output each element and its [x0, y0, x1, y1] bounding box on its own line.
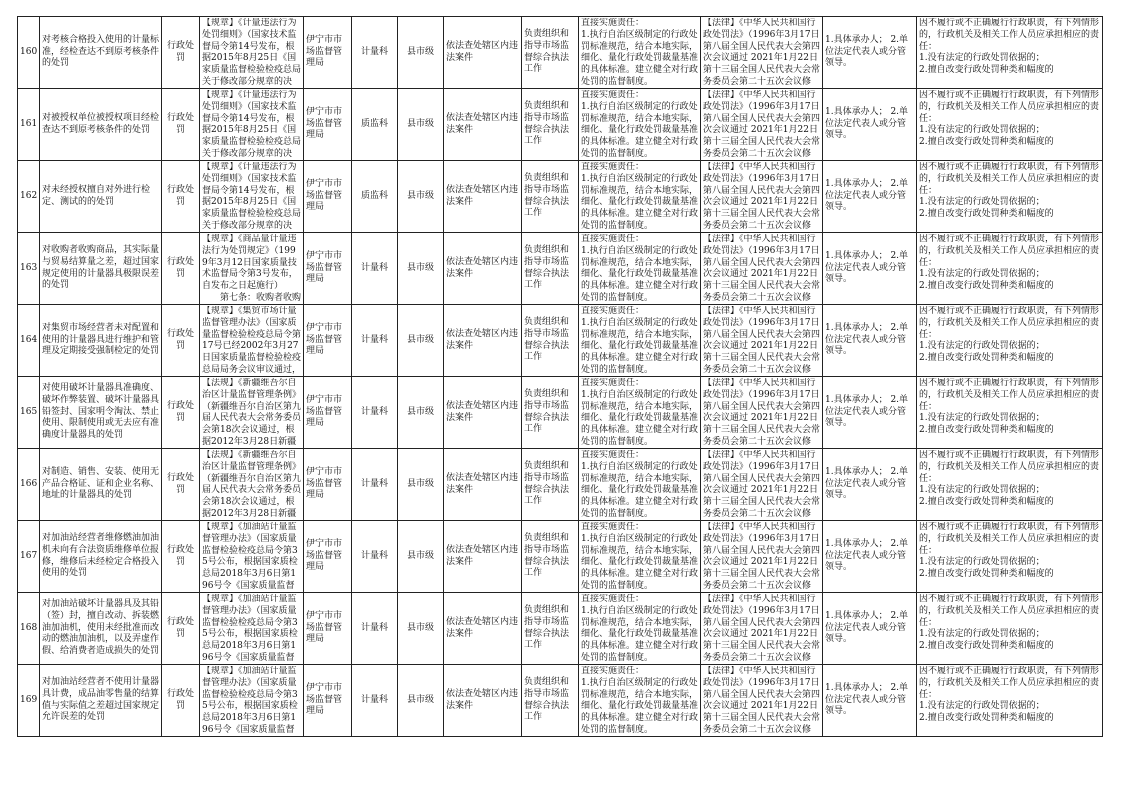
department-duty: 负责组织和指导市场监督综合执法工作	[524, 532, 570, 579]
implementation-content-cell	[444, 521, 522, 593]
department-duty: 负责组织和指导市场监督综合执法工作	[524, 460, 570, 507]
department-duty-cell	[522, 17, 579, 89]
responsibility-basis-cell	[701, 89, 823, 161]
row-number-cell	[18, 161, 40, 233]
item-type-cell	[162, 161, 200, 233]
row-number-cell	[18, 17, 40, 89]
responsible-office-cell	[352, 521, 398, 593]
item-type-cell	[162, 593, 200, 665]
exercise-level: 县市级	[406, 46, 434, 57]
exercise-level: 县市级	[406, 622, 434, 633]
legal-basis-cell	[200, 377, 304, 449]
responsibility-basis: 【法律】《中华人民共和国行政处罚法》（1996年3月17日第八届全国人民代表大会第四次会议通过 2021年1月22日第十三届全国人民代表大会常务委员会第二十五次会议修	[703, 666, 820, 735]
table-row	[18, 161, 1103, 233]
implementing-department-cell	[304, 17, 352, 89]
implementation-content-cell	[444, 233, 522, 305]
responsibility-content-cell	[579, 89, 701, 161]
responsible-subject: 1.具体承办人； 2.单位法定代表人或分管领导。	[825, 466, 909, 501]
responsibility-basis-cell	[701, 17, 823, 89]
responsible-subject: 1.具体承办人； 2.单位法定代表人或分管领导。	[825, 106, 909, 141]
row-number-cell	[18, 89, 40, 161]
accountability-terms: 因不履行或不正确履行行政职责，有下列情形的，行政机关及相关工作人员应承担相应的责任： 1.没有法定的行政处罚依据的； 2.擅自改变行政处罚种类和幅度的	[919, 450, 1100, 508]
exercise-level: 县市级	[406, 262, 434, 273]
department-duty-cell	[522, 305, 579, 377]
responsibility-basis-cell	[701, 377, 823, 449]
exercise-level-cell	[398, 521, 444, 593]
responsible-subject: 1.具体承办人； 2.单位法定代表人或分管领导。	[825, 178, 909, 213]
implementing-department: 伊宁市市场监督管理局	[306, 322, 343, 357]
responsibility-basis: 【法律】《中华人民共和国行政处罚法》（1996年3月17日第八届全国人民代表大会第四次会议通过 2021年1月22日第十三届全国人民代表大会常务委员会第二十五次会议修	[703, 450, 820, 519]
responsibility-basis: 【法律】《中华人民共和国行政处罚法》（1996年3月17日第八届全国人民代表大会第四次会议通过 2021年1月22日第十三届全国人民代表大会常务委员会第二十五次会议修	[703, 378, 820, 447]
item-type-cell	[162, 449, 200, 521]
table-row	[18, 17, 1103, 89]
exercise-level: 县市级	[406, 406, 434, 417]
item-name-cell	[40, 305, 162, 377]
responsible-office-cell	[352, 161, 398, 233]
accountability-terms: 因不履行或不正确履行行政职责，有下列情形的，行政机关及相关工作人员应承担相应的责任： 1.没有法定的行政处罚依据的； 2.擅自改变行政处罚种类和幅度的	[919, 162, 1100, 220]
legal-basis: 【规章】《商品量计量违法行为处罚规定》（1999年3月12日国家质量技术监督局令第3号发布，自发布之日起施行） 第七条：收购者收购	[202, 234, 301, 303]
item-type: 行政处罚	[166, 112, 194, 135]
legal-basis-cell	[200, 593, 304, 665]
department-duty: 负责组织和指导市场监督综合执法工作	[524, 100, 570, 147]
exercise-level: 县市级	[406, 694, 434, 705]
implementation-content: 依法查处辖区内违法案件	[446, 328, 519, 351]
department-duty: 负责组织和指导市场监督综合执法工作	[524, 676, 570, 723]
implementation-content-cell	[444, 89, 522, 161]
implementation-content-cell	[444, 161, 522, 233]
responsibility-basis-cell	[701, 665, 823, 737]
responsible-office: 计量科	[360, 694, 388, 705]
implementation-content-cell	[444, 449, 522, 521]
item-name: 对加油站经营者不使用计量器具计费，成品油零售量的结算值与实际值之差超过国家规定允许误差的处罚	[42, 676, 160, 723]
row-number-cell	[18, 521, 40, 593]
item-type: 行政处罚	[166, 328, 194, 351]
responsible-office: 计量科	[360, 622, 388, 633]
responsible-office-cell	[352, 377, 398, 449]
table-row	[18, 521, 1103, 593]
responsibility-basis: 【法律】《中华人民共和国行政处罚法》（1996年3月17日第八届全国人民代表大会第四次会议通过 2021年1月22日第十三届全国人民代表大会常务委员会第二十五次会议修	[703, 162, 820, 231]
implementation-content: 依法查处辖区内违法案件	[446, 688, 519, 711]
responsible-subject: 1.具体承办人； 2.单位法定代表人或分管领导。	[825, 538, 909, 573]
department-duty-cell	[522, 521, 579, 593]
implementation-content: 依法查处辖区内违法案件	[446, 616, 519, 639]
accountability-terms: 因不履行或不正确履行行政职责，有下列情形的，行政机关及相关工作人员应承担相应的责任： 1.没有法定的行政处罚依据的； 2.擅自改变行政处罚种类和幅度的	[919, 306, 1100, 364]
item-type: 行政处罚	[166, 40, 194, 63]
legal-basis-cell	[200, 233, 304, 305]
responsibility-content-cell	[579, 161, 701, 233]
exercise-level-cell	[398, 665, 444, 737]
exercise-level: 县市级	[406, 334, 434, 345]
implementing-department: 伊宁市市场监督管理局	[306, 682, 343, 717]
responsible-office-cell	[352, 233, 398, 305]
item-name-cell	[40, 161, 162, 233]
accountability-terms-cell	[917, 161, 1103, 233]
responsibility-content-cell	[579, 449, 701, 521]
accountability-terms: 因不履行或不正确履行行政职责，有下列情形的，行政机关及相关工作人员应承担相应的责任： 1.没有法定的行政处罚依据的； 2.擅自改变行政处罚种类和幅度的	[919, 522, 1100, 580]
item-type: 行政处罚	[166, 688, 194, 711]
responsible-office-cell	[352, 593, 398, 665]
responsibility-basis-cell	[701, 233, 823, 305]
responsibility-content: 直接实施责任： 1.执行自治区级制定的行政处罚标准规范，结合本地实际，细化、量化行政处罚裁量基准的具体标准。建立健全对行政处罚的监督制度。	[581, 306, 698, 375]
accountability-terms-cell	[917, 377, 1103, 449]
item-name: 对制造、销售、安装、使用无产品合格证、证和企业名称、地址的计量器具的处罚	[42, 466, 160, 501]
department-duty-cell	[522, 89, 579, 161]
accountability-terms: 因不履行或不正确履行行政职责，有下列情形的，行政机关及相关工作人员应承担相应的责任： 1.没有法定的行政处罚依据的； 2.擅自改变行政处罚种类和幅度的	[919, 90, 1100, 148]
responsible-office-cell	[352, 665, 398, 737]
responsibility-basis-cell	[701, 521, 823, 593]
item-name-cell	[40, 665, 162, 737]
implementation-content-cell	[444, 17, 522, 89]
responsibility-basis: 【法律】《中华人民共和国行政处罚法》（1996年3月17日第八届全国人民代表大会第四次会议通过 2021年1月22日第十三届全国人民代表大会常务委员会第二十五次会议修	[703, 90, 820, 159]
responsible-office: 质监科	[360, 118, 388, 129]
item-name: 对使用破坏计量器具准确度、破坏作弊装置、破坏计量器具铅签封、国家明令淘汰、禁止使用、限制使用或无去应有准确度计量器具的处罚	[42, 383, 160, 441]
exercise-level: 县市级	[406, 190, 434, 201]
responsible-subject-cell	[823, 89, 917, 161]
implementing-department-cell	[304, 305, 352, 377]
legal-basis-cell	[200, 449, 304, 521]
responsibility-basis-cell	[701, 449, 823, 521]
item-type: 行政处罚	[166, 616, 194, 639]
table-row	[18, 233, 1103, 305]
responsible-subject: 1.具体承办人； 2.单位法定代表人或分管领导。	[825, 34, 909, 69]
item-type-cell	[162, 233, 200, 305]
accountability-terms-cell	[917, 305, 1103, 377]
implementing-department: 伊宁市市场监督管理局	[306, 250, 343, 285]
power-list-table	[17, 16, 1103, 737]
table-row	[18, 665, 1103, 737]
implementing-department-cell	[304, 89, 352, 161]
exercise-level: 县市级	[406, 118, 434, 129]
exercise-level-cell	[398, 305, 444, 377]
table-row	[18, 377, 1103, 449]
item-name-cell	[40, 233, 162, 305]
accountability-terms: 因不履行或不正确履行行政职责，有下列情形的，行政机关及相关工作人员应承担相应的责任： 1.没有法定的行政处罚依据的； 2.擅自改变行政处罚种类和幅度的	[919, 378, 1100, 436]
item-name-cell	[40, 377, 162, 449]
row-number-cell	[18, 233, 40, 305]
responsible-subject-cell	[823, 377, 917, 449]
item-type: 行政处罚	[166, 184, 194, 207]
implementing-department-cell	[304, 233, 352, 305]
table-row	[18, 593, 1103, 665]
item-name: 对未经授权擅自对外进行检定、测试的的处罚	[42, 184, 151, 207]
exercise-level-cell	[398, 17, 444, 89]
legal-basis: 【法规】《新疆维吾尔自治区计量监督管理条例》（新疆维吾尔自治区第九届人民代表大会常务委员会第18次会议通过，根据2012年3月28日新疆	[202, 450, 301, 519]
department-duty: 负责组织和指导市场监督综合执法工作	[524, 316, 570, 363]
responsible-office: 计量科	[360, 262, 388, 273]
table-row	[18, 449, 1103, 521]
department-duty-cell	[522, 593, 579, 665]
responsible-office: 计量科	[360, 406, 388, 417]
responsibility-basis: 【法律】《中华人民共和国行政处罚法》（1996年3月17日第八届全国人民代表大会第四次会议通过 2021年1月22日第十三届全国人民代表大会常务委员会第二十五次会议修	[703, 306, 820, 375]
department-duty-cell	[522, 449, 579, 521]
responsible-subject-cell	[823, 17, 917, 89]
responsibility-basis: 【法律】《中华人民共和国行政处罚法》（1996年3月17日第八届全国人民代表大会第四次会议通过 2021年1月22日第十三届全国人民代表大会常务委员会第二十五次会议修	[703, 234, 820, 303]
implementing-department-cell	[304, 593, 352, 665]
implementation-content-cell	[444, 305, 522, 377]
item-name-cell	[40, 521, 162, 593]
implementing-department-cell	[304, 521, 352, 593]
item-name: 对被授权单位被授权项目经检查达不到原考核条件的处罚	[42, 112, 160, 135]
accountability-terms-cell	[917, 665, 1103, 737]
item-type-cell	[162, 17, 200, 89]
responsibility-content-cell	[579, 377, 701, 449]
accountability-terms-cell	[917, 17, 1103, 89]
department-duty-cell	[522, 665, 579, 737]
accountability-terms-cell	[917, 449, 1103, 521]
legal-basis: 【规章】《计量违法行为处罚细则》（国家技术监督局令第14号发布，根据2015年8月25日《国家质量监督检验检疫总局关于修改部分规章的决	[202, 90, 301, 159]
responsible-office-cell	[352, 89, 398, 161]
accountability-terms: 因不履行或不正确履行行政职责，有下列情形的，行政机关及相关工作人员应承担相应的责任： 1.没有法定的行政处罚依据的； 2.擅自改变行政处罚种类和幅度的	[919, 594, 1100, 652]
responsible-subject-cell	[823, 305, 917, 377]
responsible-subject: 1.具体承办人； 2.单位法定代表人或分管领导。	[825, 250, 909, 285]
department-duty: 负责组织和指导市场监督综合执法工作	[524, 604, 570, 651]
item-name: 对加油站破坏计量器具及其铅（签）封，擅自改动、拆装燃油加油机，使用未经批准而改动的燃油加油机，以及弄虚作假、给消费者造成损失的处罚	[42, 599, 160, 657]
legal-basis-cell	[200, 665, 304, 737]
department-duty-cell	[522, 161, 579, 233]
responsibility-content-cell	[579, 233, 701, 305]
item-name-cell	[40, 593, 162, 665]
implementation-content: 依法查处辖区内违法案件	[446, 40, 519, 63]
row-number: 166	[20, 478, 38, 489]
row-number: 160	[20, 46, 38, 57]
implementing-department: 伊宁市市场监督管理局	[306, 610, 343, 645]
responsibility-basis: 【法律】《中华人民共和国行政处罚法》（1996年3月17日第八届全国人民代表大会第四次会议通过 2021年1月22日第十三届全国人民代表大会常务委员会第二十五次会议修	[703, 594, 820, 663]
implementation-content: 依法查处辖区内违法案件	[446, 184, 519, 207]
item-name: 对考核合格投入使用的计量标准，经检查达不到原考核条件的处罚	[42, 34, 160, 69]
row-number: 169	[20, 694, 38, 705]
implementation-content-cell	[444, 377, 522, 449]
responsible-subject: 1.具体承办人； 2.单位法定代表人或分管领导。	[825, 610, 909, 645]
exercise-level-cell	[398, 377, 444, 449]
exercise-level-cell	[398, 593, 444, 665]
responsibility-content: 直接实施责任： 1.执行自治区级制定的行政处罚标准规范，结合本地实际，细化、量化行政处罚裁量基准的具体标准。建立健全对行政处罚的监督制度。	[581, 90, 698, 159]
item-type-cell	[162, 89, 200, 161]
row-number-cell	[18, 665, 40, 737]
item-type: 行政处罚	[166, 544, 194, 567]
implementation-content: 依法查处辖区内违法案件	[446, 112, 519, 135]
implementing-department-cell	[304, 449, 352, 521]
row-number: 165	[20, 406, 38, 417]
implementing-department: 伊宁市市场监督管理局	[306, 394, 343, 429]
responsibility-basis-cell	[701, 161, 823, 233]
item-type-cell	[162, 521, 200, 593]
implementing-department-cell	[304, 377, 352, 449]
item-name-cell	[40, 89, 162, 161]
row-number: 168	[20, 622, 38, 633]
legal-basis: 【规章】《计量违法行为处罚细则》（国家技术监督局令第14号发布，根据2015年8月25日《国家质量监督检验检疫总局关于修改部分规章的决	[202, 18, 301, 87]
row-number: 162	[20, 190, 38, 201]
implementing-department: 伊宁市市场监督管理局	[306, 106, 343, 141]
responsibility-content: 直接实施责任： 1.执行自治区级制定的行政处罚标准规范，结合本地实际，细化、量化行政处罚裁量基准的具体标准。建立健全对行政处罚的监督制度。	[581, 450, 698, 519]
exercise-level: 县市级	[406, 550, 434, 561]
item-name-cell	[40, 17, 162, 89]
legal-basis: 【规章】《加油站计量监督管理办法》（国家质量监督检验检疫总局令第35号公布，根据国家质检总局2018年3月6日第196号令《国家质量监督	[202, 594, 298, 663]
responsible-office: 计量科	[360, 46, 388, 57]
responsible-subject-cell	[823, 449, 917, 521]
department-duty-cell	[522, 377, 579, 449]
accountability-terms: 因不履行或不正确履行行政职责，有下列情形的，行政机关及相关工作人员应承担相应的责任： 1.没有法定的行政处罚依据的； 2.擅自改变行政处罚种类和幅度的	[919, 666, 1100, 724]
row-number: 167	[20, 550, 38, 561]
implementation-content: 依法查处辖区内违法案件	[446, 544, 519, 567]
responsible-subject-cell	[823, 233, 917, 305]
responsibility-content: 直接实施责任： 1.执行自治区级制定的行政处罚标准规范，结合本地实际，细化、量化行政处罚裁量基准的具体标准。建立健全对行政处罚的监督制度。	[581, 378, 698, 447]
responsibility-content: 直接实施责任： 1.执行自治区级制定的行政处罚标准规范，结合本地实际，细化、量化行政处罚裁量基准的具体标准。建立健全对行政处罚的监督制度。	[581, 18, 698, 87]
implementing-department-cell	[304, 161, 352, 233]
item-type-cell	[162, 305, 200, 377]
item-name: 对加油站经营者维修燃油加油机未向有合法资质维修单位报修，维修后未经检定合格投入使用的处罚	[42, 532, 160, 579]
responsibility-basis-cell	[701, 593, 823, 665]
implementing-department: 伊宁市市场监督管理局	[306, 34, 343, 69]
legal-basis: 【规章】《集贸市场计量监督管理办法》（国家质量监督检验检疫总局令第17号已经2002年3月27日国家质量监督检验检疫总局局务会议审议通过，	[202, 306, 301, 375]
responsibility-content: 直接实施责任： 1.执行自治区级制定的行政处罚标准规范，结合本地实际，细化、量化行政处罚裁量基准的具体标准。建立健全对行政处罚的监督制度。	[581, 162, 698, 231]
department-duty-cell	[522, 233, 579, 305]
row-number-cell	[18, 593, 40, 665]
responsible-subject: 1.具体承办人； 2.单位法定代表人或分管领导。	[825, 322, 909, 357]
responsibility-content: 直接实施责任： 1.执行自治区级制定的行政处罚标准规范，结合本地实际，细化、量化行政处罚裁量基准的具体标准。建立健全对行政处罚的监督制度。	[581, 522, 698, 591]
responsible-subject-cell	[823, 665, 917, 737]
responsible-office: 计量科	[360, 334, 388, 345]
legal-basis: 【规章】《计量违法行为处罚细则》（国家技术监督局令第14号发布，根据2015年8月25日《国家质量监督检验检疫总局关于修改部分规章的决	[202, 162, 301, 231]
implementation-content: 依法查处辖区内违法案件	[446, 472, 519, 495]
responsible-subject-cell	[823, 593, 917, 665]
responsibility-content-cell	[579, 17, 701, 89]
implementation-content: 依法查处辖区内违法案件	[446, 400, 519, 423]
accountability-terms-cell	[917, 521, 1103, 593]
responsible-office: 计量科	[360, 478, 388, 489]
department-duty: 负责组织和指导市场监督综合执法工作	[524, 172, 570, 219]
legal-basis: 【规章】《加油站计量监督管理办法》（国家质量监督检验检疫总局令第35号公布，根据国家质检总局2018年3月6日第196号令《国家质量监督	[202, 666, 298, 735]
responsibility-basis-cell	[701, 305, 823, 377]
implementing-department: 伊宁市市场监督管理局	[306, 538, 343, 573]
row-number: 164	[20, 334, 38, 345]
implementation-content-cell	[444, 665, 522, 737]
accountability-terms-cell	[917, 89, 1103, 161]
row-number: 161	[20, 118, 38, 129]
implementing-department: 伊宁市市场监督管理局	[306, 178, 343, 213]
legal-basis-cell	[200, 89, 304, 161]
responsibility-content-cell	[579, 665, 701, 737]
legal-basis: 【法规】《新疆维吾尔自治区计量监督管理条例》（新疆维吾尔自治区第九届人民代表大会常务委员会第18次会议通过，根据2012年3月28日新疆	[202, 378, 301, 447]
row-number-cell	[18, 449, 40, 521]
legal-basis-cell	[200, 17, 304, 89]
responsible-subject: 1.具体承办人； 2.单位法定代表人或分管领导。	[825, 682, 909, 717]
responsibility-basis: 【法律】《中华人民共和国行政处罚法》（1996年3月17日第八届全国人民代表大会第四次会议通过 2021年1月22日第十三届全国人民代表大会常务委员会第二十五次会议修	[703, 522, 820, 591]
responsibility-content: 直接实施责任： 1.执行自治区级制定的行政处罚标准规范，结合本地实际，细化、量化行政处罚裁量基准的具体标准。建立健全对行政处罚的监督制度。	[581, 234, 698, 303]
responsible-subject-cell	[823, 521, 917, 593]
exercise-level-cell	[398, 161, 444, 233]
responsibility-content: 直接实施责任： 1.执行自治区级制定的行政处罚标准规范，结合本地实际，细化、量化行政处罚裁量基准的具体标准。建立健全对行政处罚的监督制度。	[581, 666, 698, 735]
exercise-level-cell	[398, 449, 444, 521]
responsible-office: 计量科	[360, 550, 388, 561]
table-row	[18, 89, 1103, 161]
accountability-terms-cell	[917, 233, 1103, 305]
exercise-level: 县市级	[406, 478, 434, 489]
table-row	[18, 305, 1103, 377]
responsible-office-cell	[352, 449, 398, 521]
responsibility-content-cell	[579, 593, 701, 665]
exercise-level-cell	[398, 89, 444, 161]
department-duty: 负责组织和指导市场监督综合执法工作	[524, 28, 570, 75]
item-name: 对集贸市场经营者未对配置和使用的计量器具进行维护和管理及定期接受强制检定的处罚	[42, 322, 160, 357]
item-type: 行政处罚	[166, 472, 194, 495]
responsibility-content-cell	[579, 521, 701, 593]
exercise-level-cell	[398, 233, 444, 305]
accountability-terms: 因不履行或不正确履行行政职责，有下列情形的，行政机关及相关工作人员应承担相应的责任： 1.没有法定的行政处罚依据的； 2.擅自改变行政处罚种类和幅度的	[919, 18, 1100, 76]
responsible-subject: 1.具体承办人； 2.单位法定代表人或分管领导。	[825, 394, 909, 429]
implementing-department-cell	[304, 665, 352, 737]
implementation-content: 依法查处辖区内违法案件	[446, 256, 519, 279]
item-name-cell	[40, 449, 162, 521]
accountability-terms: 因不履行或不正确履行行政职责，有下列情形的，行政机关及相关工作人员应承担相应的责任： 1.没有法定的行政处罚依据的； 2.擅自改变行政处罚种类和幅度的	[919, 234, 1100, 292]
responsibility-content: 直接实施责任： 1.执行自治区级制定的行政处罚标准规范，结合本地实际，细化、量化行政处罚裁量基准的具体标准。建立健全对行政处罚的监督制度。	[581, 594, 698, 663]
row-number-cell	[18, 305, 40, 377]
responsible-office: 质监科	[360, 190, 388, 201]
item-type: 行政处罚	[166, 256, 194, 279]
department-duty: 负责组织和指导市场监督综合执法工作	[524, 244, 570, 291]
row-number-cell	[18, 377, 40, 449]
responsible-office-cell	[352, 305, 398, 377]
legal-basis-cell	[200, 161, 304, 233]
item-type: 行政处罚	[166, 400, 194, 423]
implementing-department: 伊宁市市场监督管理局	[306, 466, 343, 501]
accountability-terms-cell	[917, 593, 1103, 665]
legal-basis-cell	[200, 305, 304, 377]
legal-basis: 【规章】《加油站计量监督管理办法》（国家质量监督检验检疫总局令第35号公布，根据国家质检总局2018年3月6日第196号令《国家质量监督	[202, 522, 298, 591]
responsibility-basis: 【法律】《中华人民共和国行政处罚法》（1996年3月17日第八届全国人民代表大会第四次会议通过 2021年1月22日第十三届全国人民代表大会常务委员会第二十五次会议修	[703, 18, 820, 87]
legal-basis-cell	[200, 521, 304, 593]
item-type-cell	[162, 665, 200, 737]
row-number: 163	[20, 262, 38, 273]
item-type-cell	[162, 377, 200, 449]
implementation-content-cell	[444, 593, 522, 665]
item-name: 对收购者收购商品，其实际量与贸易结算量之差，超过国家规定使用的计量器具极限误差的处罚	[42, 244, 160, 291]
responsible-office-cell	[352, 17, 398, 89]
responsibility-content-cell	[579, 305, 701, 377]
responsible-subject-cell	[823, 161, 917, 233]
department-duty: 负责组织和指导市场监督综合执法工作	[524, 388, 570, 435]
